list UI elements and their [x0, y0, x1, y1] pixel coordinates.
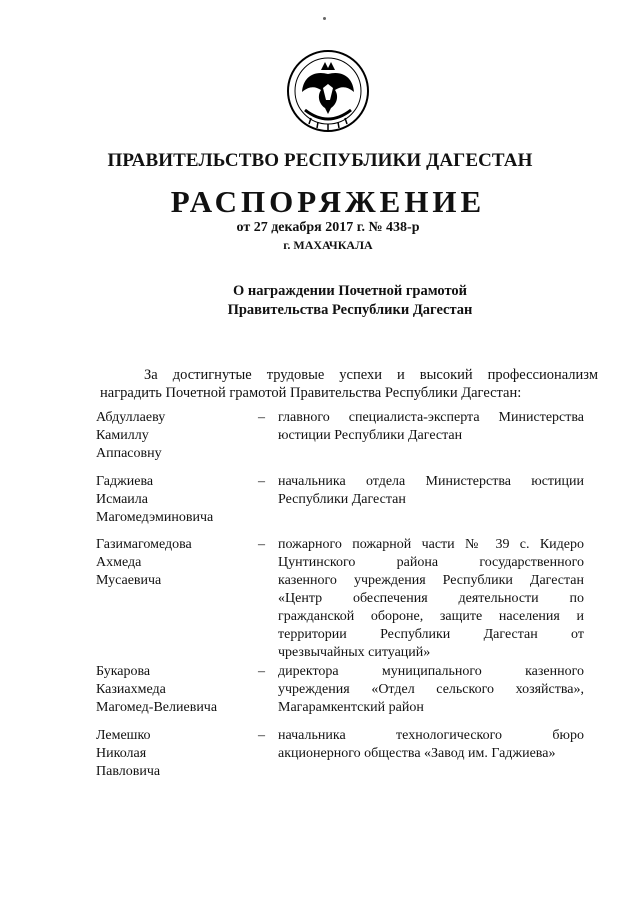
awardee-position — [278, 663, 584, 717]
name-line: Газимагомедова — [96, 537, 192, 552]
awardee-position — [278, 727, 584, 763]
separator-dash: – — [258, 728, 265, 743]
position-line: казенного учреждения Республики Дагестан — [278, 573, 584, 588]
position-line: территории Республики Дагестан от — [278, 627, 584, 642]
awardee-name — [96, 727, 256, 781]
name-line: Магомед-Велиевича — [96, 700, 218, 715]
name-line: Мусаевича — [96, 573, 162, 588]
position-line: Республики Дагестан — [278, 492, 406, 507]
position-line: чрезвычайных ситуаций» — [278, 645, 431, 660]
position-line: Цунтинского района государственного — [278, 555, 584, 570]
document-subject — [0, 282, 640, 320]
document-date-number: от 27 декабря 2017 г. № 438-р — [236, 220, 420, 235]
separator-dash: – — [258, 537, 265, 552]
subject-line: О награждении Почетной грамотой — [232, 283, 468, 299]
name-line: Букарова — [96, 664, 151, 679]
awardee-name — [96, 536, 256, 590]
intro-line: наградить Почетной грамотой Правительства Республики Дагестан: — [100, 385, 522, 401]
name-line: Казиахмеда — [96, 682, 166, 697]
position-line: юстиции Республики Дагестан — [278, 428, 463, 443]
intro-paragraph — [100, 366, 598, 402]
awardee-name — [96, 473, 256, 527]
position-line: «Центр обеспечения деятельности по — [278, 591, 584, 606]
awardee-position — [278, 536, 584, 662]
dagestan-coat-of-arms-icon — [285, 48, 371, 136]
name-line: Павловича — [96, 764, 161, 779]
subject-line: Правительства Республики Дагестан — [227, 302, 473, 318]
position-line: Магарамкентский район — [278, 700, 424, 715]
separator-dash: – — [258, 474, 265, 489]
scan-speck — [323, 17, 326, 20]
name-line: Лемешко — [96, 728, 151, 743]
name-line: Камиллу — [96, 428, 149, 443]
position-line: гражданской обороне, защите населения и — [278, 609, 584, 624]
position-line: учреждения «Отдел сельского хозяйства», — [278, 682, 584, 697]
intro-line: За достигнутые трудовые успехи и высокий профессионализм — [144, 367, 598, 383]
awardee-position — [278, 473, 584, 509]
document-city: г. МАХАЧКАЛА — [283, 238, 373, 252]
awardee-name — [96, 663, 256, 717]
position-line: главного специалиста-эксперта Министерства — [278, 410, 584, 425]
position-line: начальника технологического бюро — [278, 728, 584, 743]
name-line: Исмаила — [96, 492, 148, 507]
name-line: Ахмеда — [96, 555, 142, 570]
position-line: пожарного пожарной части № 39 с. Кидеро — [278, 537, 584, 552]
government-title: ПРАВИТЕЛЬСТВО РЕСПУБЛИКИ ДАГЕСТАН — [107, 150, 533, 171]
name-line: Магомедэминовича — [96, 510, 214, 525]
position-line: начальника отдела Министерства юстиции — [278, 474, 584, 489]
awardee-name — [96, 409, 256, 463]
separator-dash: – — [258, 664, 265, 679]
name-line: Аппасовну — [96, 446, 162, 461]
position-line: директора муниципального казенного — [278, 664, 584, 679]
position-line: акционерного общества «Завод им. Гаджиева» — [278, 746, 556, 761]
document-type: РАСПОРЯЖЕНИЕ — [170, 184, 486, 219]
name-line: Гаджиева — [96, 474, 154, 489]
name-line: Николая — [96, 746, 147, 761]
name-line: Абдуллаеву — [96, 410, 166, 425]
awardee-position — [278, 409, 584, 445]
separator-dash: – — [258, 410, 265, 425]
